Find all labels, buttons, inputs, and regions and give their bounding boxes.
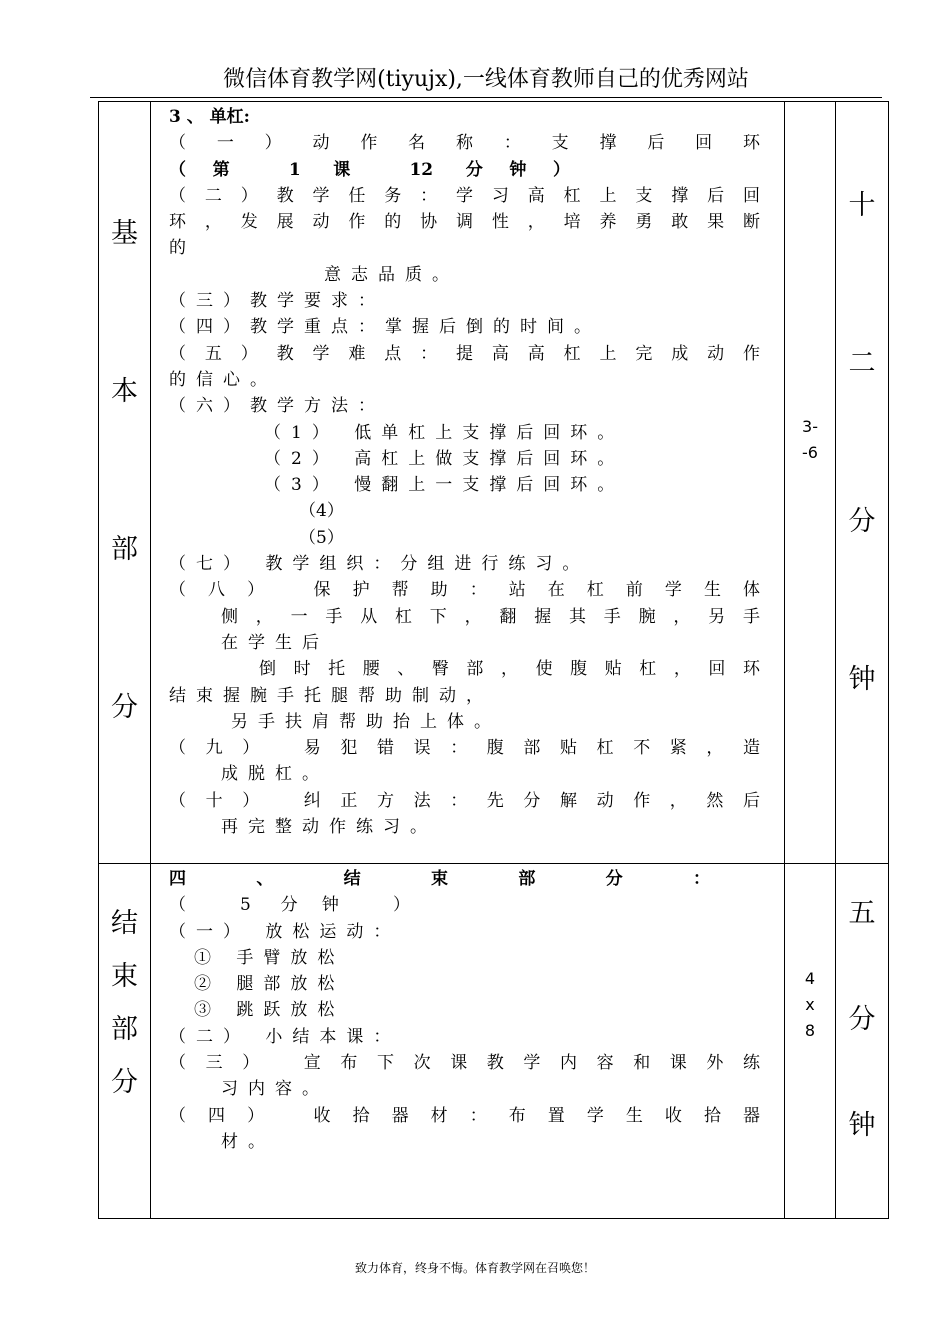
content-line: 侧，一手从杠下，翻握其手腕，另手 [221, 606, 760, 627]
ending-section-label: 结 束 部 分 [111, 908, 138, 1098]
content-line: （4） [299, 501, 344, 522]
header-divider [90, 97, 882, 98]
content-line: （九） 易犯错误：腹部贴杠不紧，造 [169, 738, 760, 759]
content-line: （三） 宣布下次课教学内容和课外练 [169, 1053, 760, 1074]
content-line: （四）教学重点：掌握后倒的时间。 [169, 317, 601, 338]
content-line: 材。 [221, 1131, 275, 1152]
basic-section-label-cell [99, 102, 151, 864]
basic-section-row [99, 102, 889, 864]
ending-duration-cell [836, 864, 889, 1219]
content-line: ③ 跳跃放松 [194, 1000, 345, 1021]
content-line: （1） 低单杠上支撑后回环。 [264, 422, 625, 443]
content-line: （四） 收拾器材：布置学生收拾器 [169, 1105, 760, 1126]
content-line: （ 5 分钟 ） [169, 895, 410, 916]
content-line: （二）教学任务：学习高杠上支撑后回 [169, 185, 760, 206]
basic-duration-cell [836, 102, 889, 864]
basic-duration: 十 二 分 钟 [848, 190, 876, 695]
content-line: 结束握腕手托腿帮助制动， [169, 685, 493, 706]
ending-duration: 五 分 钟 [848, 898, 876, 1141]
page-header-title: 微信体育教学网(tiyujx),一线体育教师自己的优秀网站 [223, 67, 749, 92]
lesson-plan-table [98, 101, 889, 1219]
basic-time: 3- -6 [802, 417, 818, 462]
content-line: 四、结束部分： [169, 869, 710, 889]
content-line: （八） 保护帮助：站在杠前学生体 [169, 580, 760, 601]
page-footer: 致力体育，终身不悔。体育教学网在召唤您！ [354, 1261, 595, 1275]
ending-section-content-cell [151, 864, 785, 1219]
content-line: （十） 纠正方法：先分解动作，然后 [169, 790, 760, 811]
content-line: （3） 慢翻上一支撑后回环。 [264, 475, 625, 496]
content-line: （5） [299, 527, 344, 548]
ending-section-content [151, 864, 784, 1155]
content-line: 再完整动作练习。 [221, 817, 437, 838]
content-line: 成脱杠。 [221, 764, 329, 785]
content-line: （二） 小结本课： [169, 1026, 401, 1047]
content-line: 习内容。 [221, 1079, 329, 1100]
content-line: 另手扶肩帮助抬上体。 [231, 711, 501, 732]
content-line: （六）教学方法： [169, 396, 385, 417]
content-line: 倒时托腰、臀部，使腹贴杠，回环 [259, 659, 760, 680]
content-line: 3 、 单杠: [169, 107, 250, 127]
content-line: 的 [169, 238, 186, 259]
content-line: ② 腿部放松 [194, 974, 345, 995]
ending-section-row [99, 864, 889, 1219]
content-line: （七） 教学组织：分组进行练习。 [169, 554, 590, 575]
content-line: （一） 放松运动： [169, 921, 401, 942]
basic-time-cell [785, 102, 836, 864]
basic-section-label: 基 本 部 分 [111, 218, 138, 723]
content-line: （一）动作名称：支撑后回环 [169, 133, 760, 154]
content-line: （三）教学要求： [169, 291, 385, 312]
ending-time-cell [785, 864, 836, 1219]
content-line: 意志品质。 [324, 264, 459, 285]
basic-section-content-cell [151, 102, 785, 864]
content-line: ① 手臂放松 [194, 947, 345, 968]
ending-section-label-cell [99, 864, 151, 1219]
content-line: 的信心。 [169, 369, 277, 390]
content-line: （五）教学难点：提高高杠上完成动作 [169, 343, 760, 364]
content-line: 在学生后 [221, 632, 329, 653]
content-line: 环，发展动作的协调性，培养勇敢果断 [169, 212, 760, 233]
ending-time: 4 x 8 [804, 969, 816, 1040]
content-line: （第 1 课 12 分钟） [169, 159, 570, 180]
basic-section-content [151, 102, 784, 840]
content-line: （2） 高杠上做支撑后回环。 [264, 448, 625, 469]
